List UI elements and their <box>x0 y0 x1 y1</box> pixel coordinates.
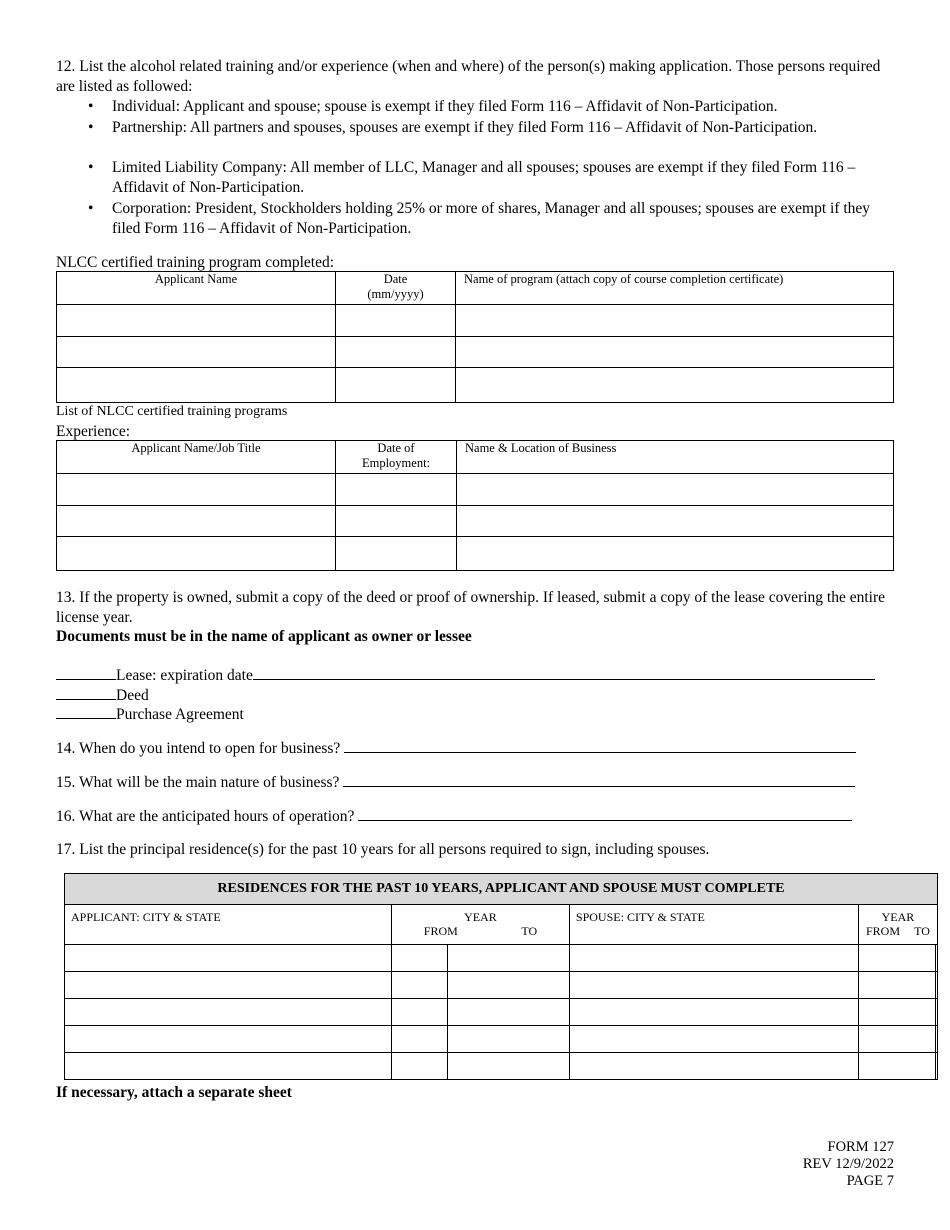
experience-cell[interactable] <box>57 506 336 537</box>
question-13-bold-note: Documents must be in the name of applicant as owner or lessee <box>56 628 472 645</box>
experience-cell[interactable] <box>336 474 457 506</box>
residences-applicant-year: YEAR FROM TO <box>392 905 570 945</box>
training-cell[interactable] <box>336 305 456 337</box>
training-label: NLCC certified training program completed: <box>56 254 335 271</box>
training-cell[interactable] <box>456 337 894 368</box>
residence-cell[interactable] <box>569 1053 858 1080</box>
question-12-text: 12. List the alcohol related training and/or experience (when and where) of the person(s) making application. Those persons required are listed as followed: <box>56 58 881 95</box>
bullet-corporation: • Corporation: President, Stockholders holding 25% or more of shares, Manager and all spouses; spouses are exempt if they filed Form 116 – Affidavit of Non-Participation. <box>88 200 871 237</box>
training-cell[interactable] <box>456 305 894 337</box>
residence-cell[interactable] <box>65 1053 392 1080</box>
residence-cell[interactable] <box>448 1053 570 1080</box>
bullet-icon: • <box>88 119 94 136</box>
residence-cell[interactable] <box>448 1026 570 1053</box>
residence-cell[interactable] <box>569 945 858 972</box>
residences-spouse-col: SPOUSE: CITY & STATE <box>569 905 858 945</box>
residence-cell[interactable] <box>65 972 392 999</box>
residence-cell[interactable] <box>448 972 570 999</box>
experience-table <box>56 440 894 571</box>
training-cell[interactable] <box>336 368 456 403</box>
residence-cell[interactable] <box>935 999 937 1026</box>
bullet-icon: • <box>88 159 94 176</box>
experience-label: Experience: <box>56 423 131 440</box>
bullet-icon: • <box>88 200 94 217</box>
form-footer <box>803 1139 894 1190</box>
training-cell[interactable] <box>456 368 894 403</box>
training-col-applicant-name: Applicant Name <box>57 272 336 305</box>
experience-col-name: Applicant Name/Job Title <box>57 441 336 474</box>
training-col-program: Name of program (attach copy of course completion certificate) <box>456 272 894 305</box>
deed-check-blank[interactable] <box>56 685 116 700</box>
residence-cell[interactable] <box>858 999 935 1026</box>
training-col-date: Date (mm/yyyy) <box>336 272 456 305</box>
residences-applicant-col: APPLICANT: CITY & STATE <box>65 905 392 945</box>
training-cell[interactable] <box>57 368 336 403</box>
experience-col-business: Name & Location of Business <box>457 441 894 474</box>
experience-cell[interactable] <box>336 537 457 571</box>
residences-spouse-year: YEAR FROM TO <box>858 905 937 945</box>
lease-expiration-field[interactable] <box>253 665 875 680</box>
open-date-field[interactable] <box>344 738 856 753</box>
training-programs-link[interactable]: List of NLCC certified training programs <box>56 404 288 419</box>
bullet-icon: • <box>88 98 94 115</box>
residence-cell[interactable] <box>935 1053 937 1080</box>
residence-cell[interactable] <box>392 1026 448 1053</box>
option-purchase-agreement: Purchase Agreement <box>56 704 244 725</box>
purchase-check-blank[interactable] <box>56 704 116 719</box>
experience-col-date: Date of Employment: <box>336 441 457 474</box>
form-number: FORM 127 <box>827 1139 894 1155</box>
training-cell[interactable] <box>57 305 336 337</box>
residence-cell[interactable] <box>392 999 448 1026</box>
residences-table <box>64 873 938 1080</box>
option-deed: Deed <box>56 685 149 706</box>
residence-cell[interactable] <box>935 1026 937 1053</box>
residence-cell[interactable] <box>858 945 935 972</box>
residence-cell[interactable] <box>935 945 937 972</box>
residence-cell[interactable] <box>858 1026 935 1053</box>
residence-cell[interactable] <box>448 945 570 972</box>
training-cell[interactable] <box>336 337 456 368</box>
residence-cell[interactable] <box>935 972 937 999</box>
lease-check-blank[interactable] <box>56 665 116 680</box>
experience-cell[interactable] <box>457 474 894 506</box>
question-13-text: 13. If the property is owned, submit a copy of the deed or proof of ownership. If leased, submit a copy of the lease covering the entire license year. <box>56 589 886 626</box>
option-lease: Lease: expiration date <box>56 665 890 686</box>
question-16: 16. What are the anticipated hours of operation? <box>56 806 890 827</box>
residence-cell[interactable] <box>65 1026 392 1053</box>
residences-title: RESIDENCES FOR THE PAST 10 YEARS, APPLICANT AND SPOUSE MUST COMPLETE <box>65 874 938 905</box>
bullet-llc: • Limited Liability Company: All member of LLC, Manager and all spouses; spouses are exempt if they filed Form 116 – Affidavit of Non-Participation. <box>88 159 856 196</box>
page-number: PAGE 7 <box>846 1173 894 1189</box>
experience-cell[interactable] <box>57 537 336 571</box>
training-cell[interactable] <box>57 337 336 368</box>
experience-cell[interactable] <box>457 537 894 571</box>
form-revision: REV 12/9/2022 <box>802 1156 894 1172</box>
training-table <box>56 271 894 403</box>
question-15: 15. What will be the main nature of business? <box>56 772 890 793</box>
experience-cell[interactable] <box>336 506 457 537</box>
residence-cell[interactable] <box>65 999 392 1026</box>
question-17: 17. List the principal residence(s) for the past 10 years for all persons required to sign, including spouses. <box>56 841 710 858</box>
residences-note: If necessary, attach a separate sheet <box>56 1084 292 1101</box>
residence-cell[interactable] <box>569 999 858 1026</box>
residence-cell[interactable] <box>858 972 935 999</box>
business-nature-field[interactable] <box>343 772 855 787</box>
residence-cell[interactable] <box>65 945 392 972</box>
residence-cell[interactable] <box>392 1053 448 1080</box>
residence-cell[interactable] <box>569 972 858 999</box>
residence-cell[interactable] <box>392 972 448 999</box>
bullet-individual: • Individual: Applicant and spouse; spouse is exempt if they filed Form 116 – Affidavit of Non-Participation. <box>88 98 778 115</box>
residence-cell[interactable] <box>858 1053 935 1080</box>
residence-cell[interactable] <box>392 945 448 972</box>
bullet-partnership: • Partnership: All partners and spouses, spouses are exempt if they filed Form 116 – Affidavit of Non-Participation. <box>88 119 818 136</box>
experience-cell[interactable] <box>457 506 894 537</box>
hours-of-operation-field[interactable] <box>358 806 852 821</box>
question-14: 14. When do you intend to open for business? <box>56 738 890 759</box>
residence-cell[interactable] <box>569 1026 858 1053</box>
experience-cell[interactable] <box>57 474 336 506</box>
residence-cell[interactable] <box>448 999 570 1026</box>
